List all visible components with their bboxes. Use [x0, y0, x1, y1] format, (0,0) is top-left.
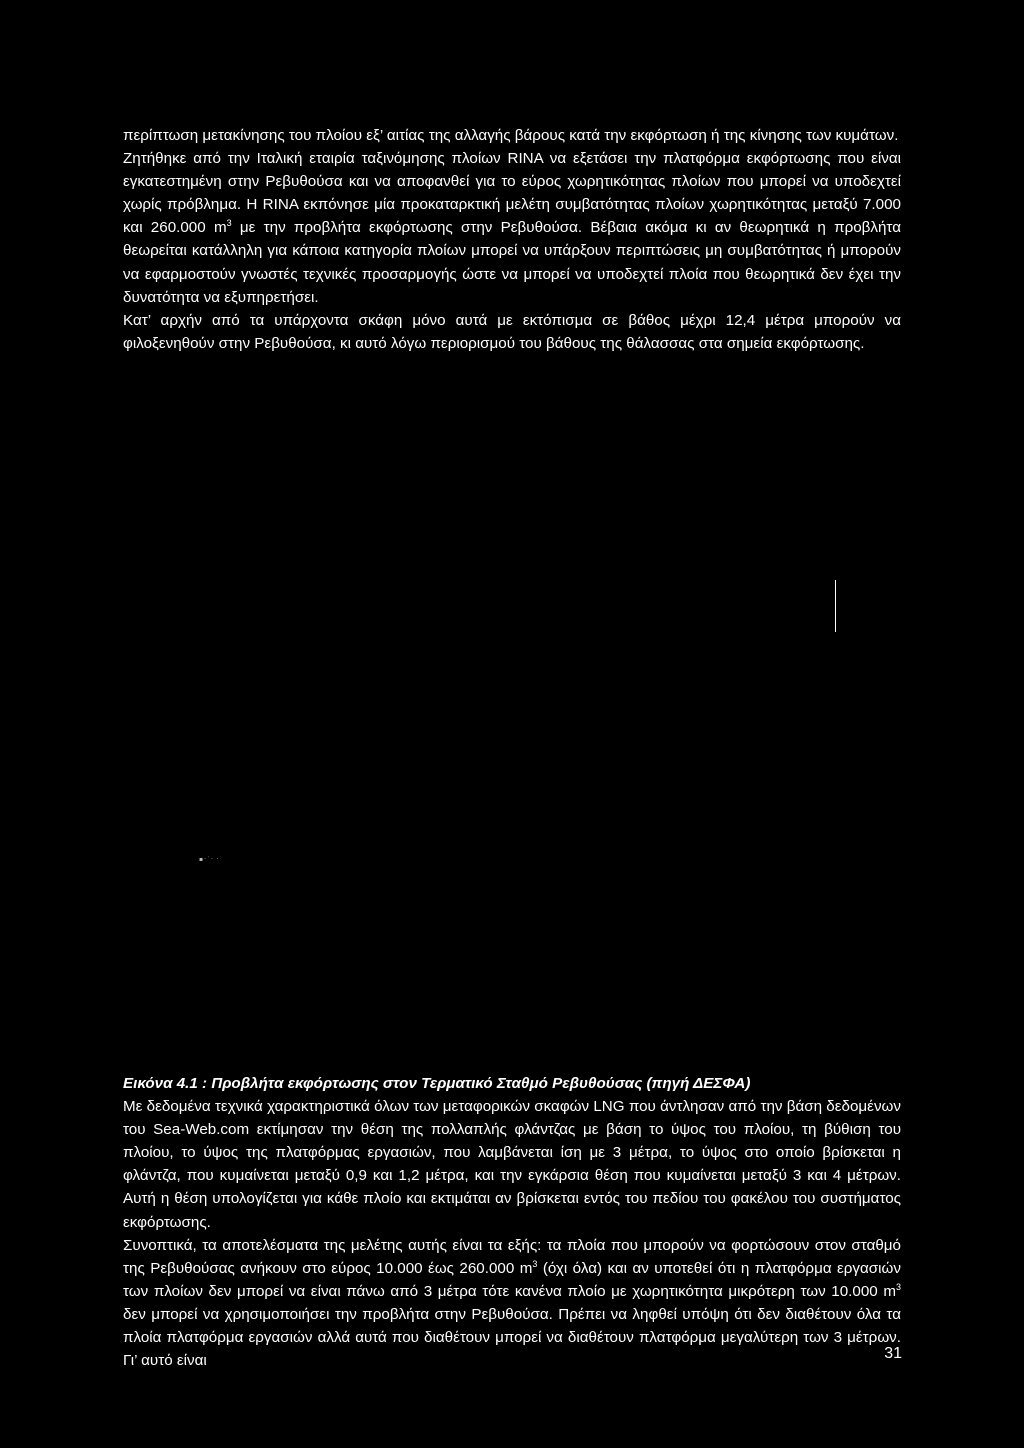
- paragraph-text: δεν μπορεί να χρησιμοποιήσει την προβλήτα στην Ρεβυθούσα. Πρέπει να ληφθεί υπόψη ότι δεν διαθέτουν όλα τα πλοία πλατφόρμα εργασιών αλλά αυτά που διαθέτουν μπορεί να διαθέτουν πλατφόρμα μεγαλύτερη των 3 μέτρων. Γι’ αυτό είναι: [123, 1305, 901, 1370]
- superscript: 3: [226, 218, 232, 229]
- figure-artifact: ▪︎·˙· ·: [199, 856, 220, 863]
- body-text-bottom: [123, 1072, 901, 1372]
- figure-image: [123, 440, 901, 1060]
- figure-vertical-line: [835, 580, 836, 632]
- superscript: 3: [532, 1258, 538, 1269]
- paragraph-text: Συνοπτικά, τα αποτελέσματα της μελέτης αυτής είναι τα εξής: τα πλοία που μπορούν να φορτώσουν στον σταθμό της Ρεβυθούσας ανήκουν στο εύρος 10.000 έως 260.000 m: [123, 1236, 901, 1277]
- figure-caption: Εικόνα 4.1 : Προβλήτα εκφόρτωσης στον Τερματικό Σταθμό Ρεβυθούσας (πηγή ΔΕΣΦΑ): [123, 1075, 751, 1092]
- paragraph-rina-study: [123, 147, 901, 309]
- paragraph-text: με την προβλήτα εκφόρτωσης στην Ρεβυθούσα. Βέβαια ακόμα κι αν θεωρητικά η προβλήτα θεωρείται κατάλληλη για κάποια κατηγορία πλοίων μπορεί να υπάρξουν περιπτώσεις μη συμβατότητας ή μπορούν να εφαρμοστούν γνωστές τεχνικές προσαρμογής ώστε να μπορεί να υποδεχτεί πλοία που θεωρητικά δεν έχει την δυνατότητα να εξυπηρετήσει.: [123, 219, 901, 306]
- paragraph-summary: [123, 1234, 901, 1373]
- paragraph-technical-data: Με δεδομένα τεχνικά χαρακτηριστικά όλων των μεταφορικών σκαφών LNG που άντλησαν από την βάση δεδομένων του Sea-Web.com εκτίμησαν την θέση της πολλαπλής φλάντζας με βάση το ύψος του πλοίου, τη βύθιση του πλοίου, το ύψος της πλατφόρμας εργασιών, που λαμβάνεται ίση με 3 μέτρα, το ύψος στο οποίο βρίσκεται η φλάντζα, που κυμαίνεται μεταξύ 0,9 και 1,2 μέτρα, και την εγκάρσια θέση που κυμαίνεται μεταξύ 3 και 4 μέτρων. Αυτή η θέση υπολογίζεται για κάθε πλοίο και εκτιμάται αν βρίσκεται εντός του πεδίου του φακέλου του συστήματος εκφόρτωσης.: [123, 1098, 901, 1231]
- paragraph-text: (όχι όλα) και αν υποτεθεί ότι η πλατφόρμα εργασιών των πλοίων δεν μπορεί να είναι πάνω από 3 μέτρα τότε κανένα πλοίο με χωρητικότητα μικρότερη των 10.000 m: [123, 1259, 901, 1300]
- paragraph-depth-limit: Κατ’ αρχήν από τα υπάρχοντα σκάφη μόνο αυτά με εκτόπισμα σε βάθος μέχρι 12,4 μέτρα μπορούν να φιλοξενηθούν στην Ρεβυθούσα, κι αυτό λόγω περιορισμού του βάθους της θάλασσας στα σημεία εκφόρτωσης.: [123, 311, 901, 352]
- paragraph-continuation: περίπτωση μετακίνησης του πλοίου εξ’ αιτίας της αλλαγής βάρους κατά την εκφόρτωση ή της κίνησης των κυμάτων.: [123, 127, 899, 144]
- superscript: 3: [895, 1281, 901, 1292]
- page-number: 31: [884, 1345, 902, 1362]
- body-text-top: [123, 124, 901, 355]
- paragraph-text: Ζητήθηκε από την Ιταλική εταιρία ταξινόμησης πλοίων RINA να εξετάσει την πλατφόρμα εκφόρτωσης που είναι εγκατεστημένη στην Ρεβυθούσα και να αποφανθεί για το εύρος χωρητικότητας πλοίων που μπορεί να υποδεχτεί χωρίς πρόβλημα. Η RINA εκπόνησε μία προκαταρκτική μελέτη συμβατότητας πλοίων χωρητικότητας μεταξύ 7.000 και 260.000 m: [123, 150, 901, 237]
